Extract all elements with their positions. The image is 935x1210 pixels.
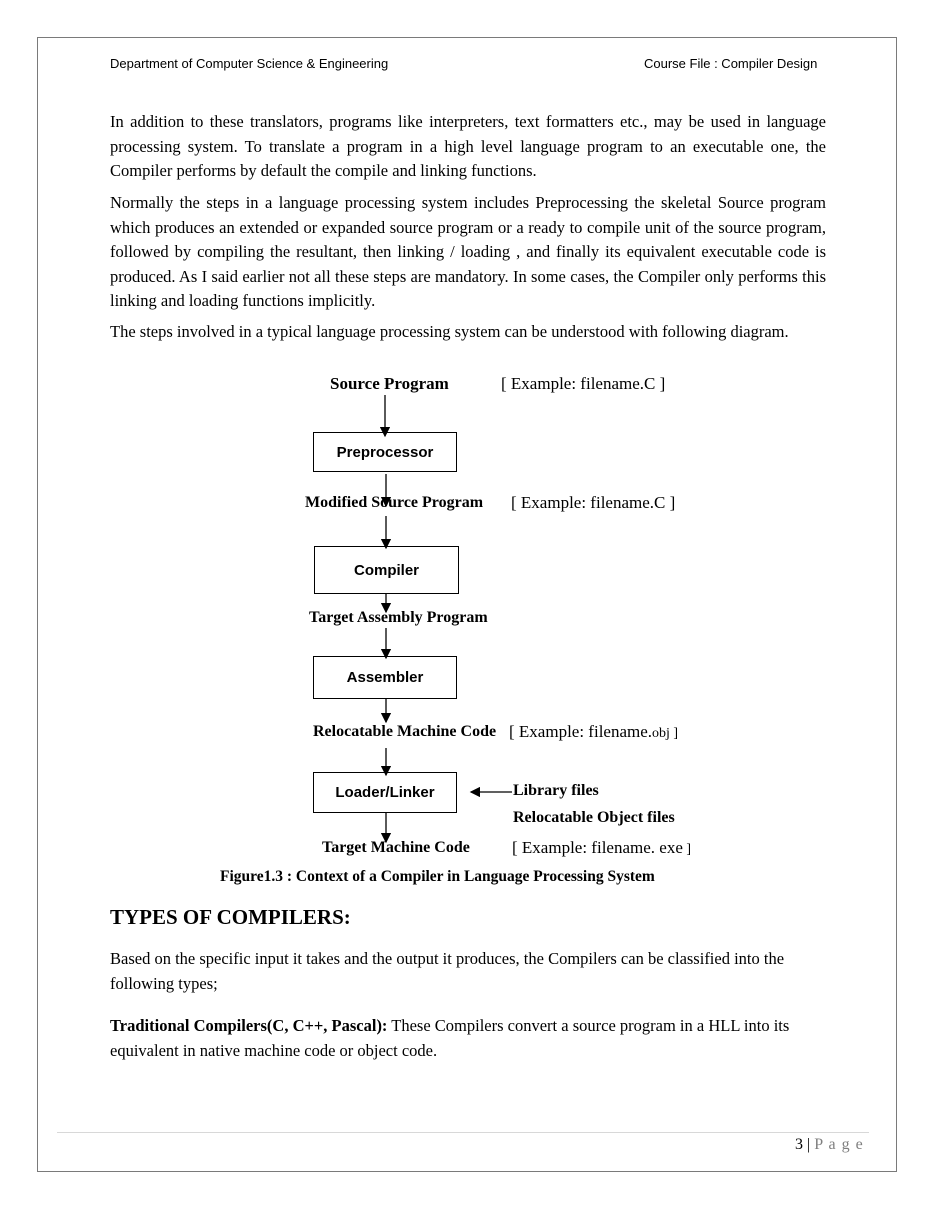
label-target-example: [ Example: filename. exe ] [512, 838, 692, 857]
label-relocatable-example: [ Example: filename.obj ] [509, 722, 679, 741]
traditional-compilers-text: These Compilers convert a source program in a HLL into its equivalent in native machine code or object code. [110, 1016, 790, 1060]
box-preprocessor: Preprocessor [313, 432, 457, 472]
label-relocatable-object-files: Relocatable Object files [513, 809, 675, 826]
paragraph-traditional-compilers [110, 1013, 810, 1063]
header-department: Department of Computer Science & Engineering [110, 56, 389, 71]
paragraph-types-intro: Based on the specific input it takes and the output it produces, the Compilers can be classified into the following types; [110, 949, 785, 993]
label-source-program: Source Program [330, 374, 449, 393]
page-separator: | [807, 1136, 811, 1153]
box-loader-linker: Loader/Linker [313, 772, 457, 813]
label-modified-example: [ Example: filename.C ] [511, 493, 676, 512]
box-assembler: Assembler [313, 656, 457, 699]
section-heading: TYPES OF COMPILERS: [110, 905, 351, 929]
header-course-file: Course File : Compiler Design [644, 56, 818, 71]
page-word: P a g e [814, 1136, 864, 1153]
traditional-compilers-label: Traditional Compilers(C, C++, Pascal): [110, 1016, 388, 1035]
page-footer [795, 1136, 864, 1154]
label-relocatable-machine-code: Relocatable Machine Code [313, 723, 497, 740]
label-library-files: Library files [513, 782, 599, 799]
label-target-assembly-program: Target Assembly Program [309, 609, 488, 626]
label-source-example: [ Example: filename.C ] [501, 374, 666, 393]
footer-divider [57, 1132, 869, 1133]
paragraph-diagram-intro: The steps involved in a typical language processing system can be understood with following diagram. [110, 322, 789, 341]
paragraph-steps: Normally the steps in a language processing system includes Preprocessing the skeletal Source program which produces an extended or expanded source program or a ready to compile unit of the source program, followed by compiling the resultant, then linking / loading , and finally its equivalent executable code is produced. As I said earlier not all these steps are mandatory. In some cases, the Compiler only performs this linking and loading functions implicitly. [110, 193, 826, 310]
figure-caption: Figure1.3 : Context of a Compiler in Language Processing System [220, 868, 655, 885]
page-number: 3 [795, 1136, 803, 1153]
box-compiler: Compiler [314, 546, 459, 594]
label-modified-source-program: Modified Source Program [305, 494, 484, 511]
label-target-machine-code: Target Machine Code [322, 839, 470, 856]
paragraph-translators: In addition to these translators, programs like interpreters, text formatters etc., may be used in language processing system. To translate a program in a high level language program to an executable one, the Compiler performs by default the compile and linking functions. [110, 112, 826, 180]
